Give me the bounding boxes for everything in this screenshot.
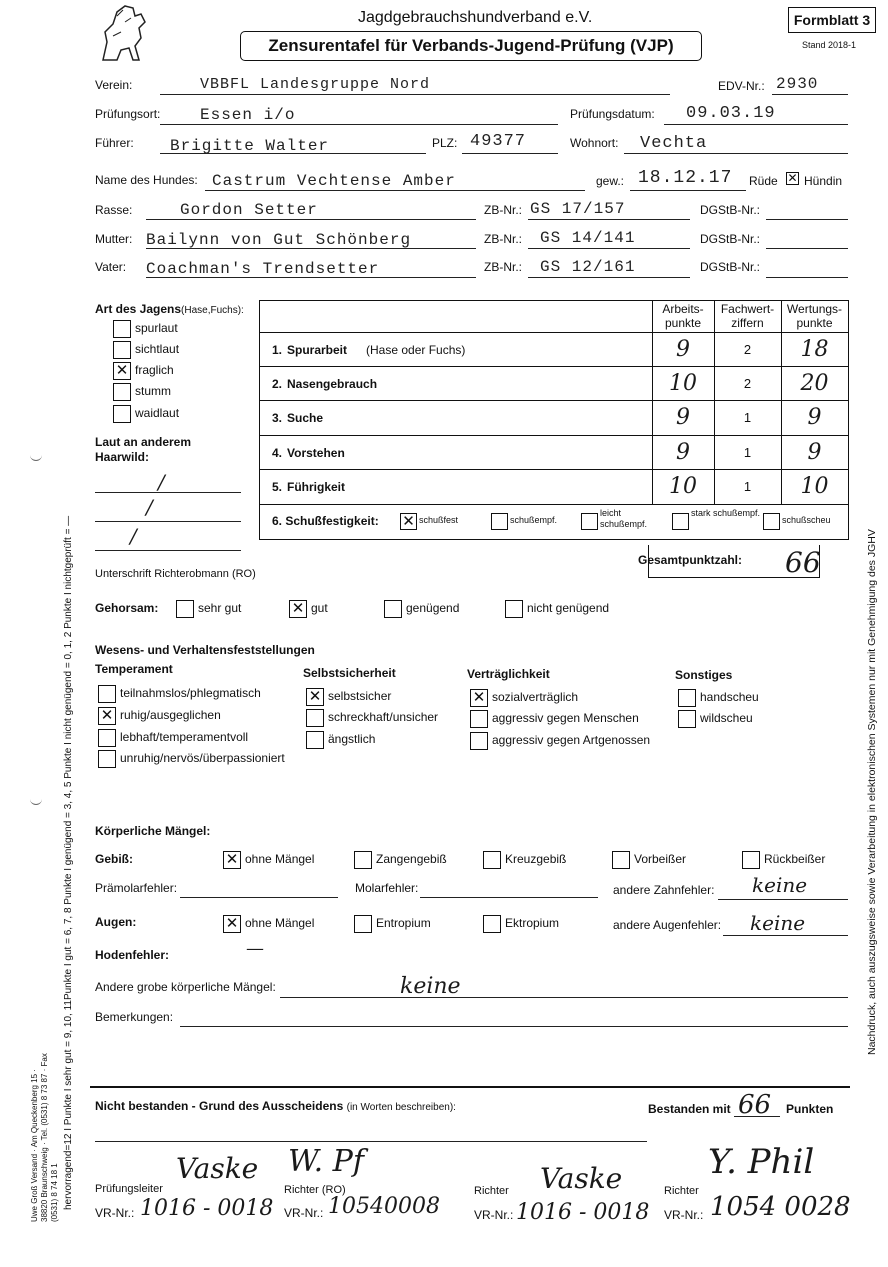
gebiss-vorbeißer-label: Vorbeißer	[634, 852, 687, 866]
rasse-label: Rasse:	[95, 203, 133, 217]
pruefungsleiter-label: Prüfungsleiter	[95, 1183, 163, 1195]
hoden-value[interactable]: —	[246, 938, 264, 959]
bestanden-value[interactable]: 66	[738, 1090, 772, 1120]
mutter-zb-label: ZB-Nr.:	[484, 232, 522, 246]
schuss-leicht-schußempf-checkbox[interactable]	[581, 513, 598, 530]
wertung-points[interactable]: 20	[800, 371, 829, 396]
col-fach: Fachwert- ziffern	[720, 302, 775, 330]
jagen-spurlaut-label: spurlaut	[135, 321, 178, 335]
fachwert: 1	[743, 410, 752, 425]
gehorsam-genügend-label: genügend	[406, 601, 460, 615]
temperament-teilnahmslos-phlegmatisch-checkbox[interactable]	[98, 685, 116, 703]
grade-row-num: 5.	[272, 480, 283, 494]
ort-value[interactable]: Essen i/o	[200, 106, 296, 124]
right-copyright-text: Nachdruck, auch auszugsweise sowie Verarbeitung in elektronischen Systemen nur mit Genehmigung des JGHV	[866, 529, 878, 1055]
laut-title: Laut an anderem	[95, 435, 192, 449]
wohnort-label: Wohnort:	[570, 136, 619, 150]
temperament-lebhaft-temperamentvoll-checkbox[interactable]	[98, 729, 116, 747]
gebiss-zangengebiß-checkbox[interactable]	[354, 851, 372, 869]
richter-label: Richter	[474, 1185, 509, 1197]
sig-pruefungsleiter: Vaske	[176, 1152, 259, 1185]
vr-value-1[interactable]: 1016 - 0018	[140, 1196, 274, 1221]
gebiss-ohne-mängel-checkbox[interactable]: ✕	[223, 851, 241, 869]
andere-value[interactable]: keine	[400, 974, 461, 999]
sig-richter-2: Y. Phil	[708, 1142, 815, 1182]
hoden-label: Hodenfehler:	[95, 948, 170, 962]
vertr-aggressiv-gegen-artgenossen-checkbox[interactable]	[470, 732, 488, 750]
gehorsam-sehr-gut-checkbox[interactable]	[176, 600, 194, 618]
vr-label-4: VR-Nr.:	[664, 1208, 704, 1222]
mutter-value[interactable]: Bailynn von Gut Schönberg	[146, 231, 412, 249]
edv-value[interactable]: 2930	[776, 75, 819, 93]
form-title: Zensurentafel für Verbands-Jugend-Prüfung (VJP)	[240, 31, 702, 61]
temperament-lebhaft-temperamentvoll-label: lebhaft/temperamentvoll	[120, 730, 249, 744]
wertung-points[interactable]: 18	[800, 337, 829, 362]
punch-mark-2	[30, 796, 42, 805]
sig-richter: Vaske	[540, 1162, 623, 1195]
verein-label: Verein:	[95, 78, 133, 92]
formblatt-box: Formblatt 3	[788, 7, 876, 33]
sig-richter-ro: W. Pf	[288, 1144, 364, 1179]
arbeit-points[interactable]: 10	[669, 371, 697, 396]
vr-value-2[interactable]: 10540008	[328, 1194, 440, 1219]
gehorsam-nicht-genügend-label: nicht genügend	[527, 601, 610, 615]
datum-label: Prüfungsdatum:	[570, 107, 655, 121]
gebiss-rückbeißer-checkbox[interactable]	[742, 851, 760, 869]
molar-label: Molarfehler:	[355, 881, 419, 895]
vertr-sozialverträglich-label: sozialverträglich	[492, 690, 579, 704]
punch-mark-1	[30, 452, 42, 461]
schuss-leicht-schußempf-label: leicht schußempf.	[600, 508, 648, 529]
gebiss-ohne-mängel-label: ohne Mängel	[245, 852, 315, 866]
augenfehler-value[interactable]: keine	[750, 911, 806, 935]
gebiss-rückbeißer-label: Rückbeißer	[764, 852, 826, 866]
schuss-schußscheu-label: schußscheu	[782, 515, 831, 525]
huendin-label: Hündin	[804, 174, 843, 188]
temperament-unruhig-nervös-überpassioniert-checkbox[interactable]	[98, 750, 116, 768]
gesamt-label: Gesamtpunktzahl:	[638, 553, 743, 567]
jagen-fraglich-label: fraglich	[135, 363, 174, 377]
jagen-spurlaut-checkbox[interactable]	[113, 320, 131, 338]
jghv-logo	[95, 2, 153, 64]
jagen-waidlaut-checkbox[interactable]	[113, 405, 131, 423]
schuss-schußempf-checkbox[interactable]	[491, 513, 508, 530]
nicht-bestanden-label: Nicht bestanden - Grund des Ausscheidens (in Worten beschreiben):	[95, 1099, 456, 1113]
selbst-selbstsicher-label: selbstsicher	[328, 689, 392, 703]
gehorsam-nicht-genügend-checkbox[interactable]	[505, 600, 523, 618]
richter-label-2: Richter	[664, 1185, 699, 1197]
gehorsam-sehr-gut-label: sehr gut	[198, 601, 242, 615]
wertung-points[interactable]: 10	[800, 474, 829, 499]
gebiss-kreuzgebiß-label: Kreuzgebiß	[505, 852, 567, 866]
schuss-schußscheu-checkbox[interactable]	[763, 513, 780, 530]
huendin-checkbox[interactable]: ✕	[787, 171, 798, 185]
bestanden-label: Bestanden mit	[648, 1102, 731, 1116]
grade-row-label: Suche	[287, 411, 324, 425]
vr-label-3: VR-Nr.:	[474, 1208, 514, 1222]
ruede-label: Rüde	[749, 174, 778, 188]
schuss-schußempf-label: schußempf.	[510, 515, 558, 525]
vater-dgstb-label: DGStB-Nr.:	[700, 260, 761, 274]
grade-row-label: Führigkeit	[287, 480, 346, 494]
edv-label: EDV-Nr.:	[718, 79, 765, 93]
rasse-value[interactable]: Gordon Setter	[180, 201, 318, 219]
grade-row-num: 4.	[272, 446, 283, 460]
arbeit-points[interactable]: 10	[669, 474, 697, 499]
selbst-ängstlich-label: ängstlich	[328, 732, 376, 746]
fachwert: 2	[743, 342, 752, 357]
jagen-sichtlaut-label: sichtlaut	[135, 342, 180, 356]
augen-ohne-mängel-checkbox[interactable]: ✕	[223, 915, 241, 933]
vr-label-2: VR-Nr.:	[284, 1206, 324, 1220]
schuss-schußfest-checkbox[interactable]: ✕	[400, 513, 417, 530]
wesen-title: Wesens- und Verhaltensfeststellungen	[95, 643, 315, 657]
plz-value[interactable]: 49377	[470, 132, 527, 151]
vater-zb-value[interactable]: GS 12/161	[540, 258, 636, 276]
grade-row-num: 3.	[272, 411, 283, 425]
rasse-dgstb-label: DGStB-Nr.:	[700, 203, 761, 217]
selbst-schreckhaft-unsicher-checkbox[interactable]	[306, 709, 324, 727]
gew-value[interactable]: 18.12.17	[638, 168, 733, 188]
sonst-title: Sonstiges	[675, 668, 733, 682]
laut-mark-1: /	[158, 470, 165, 494]
augenfehler-label: andere Augenfehler:	[613, 918, 722, 932]
gebiss-label: Gebiß:	[95, 852, 133, 866]
arbeit-points[interactable]: 9	[676, 337, 690, 362]
hund-label: Name des Hundes:	[95, 173, 198, 187]
temperament-teilnahmslos-phlegmatisch-label: teilnahmslos/phlegmatisch	[120, 686, 261, 700]
mutter-zb-value[interactable]: GS 14/141	[540, 229, 636, 247]
jagen-stumm-checkbox[interactable]	[113, 383, 131, 401]
verein-value[interactable]: VBBFL Landesgruppe Nord	[200, 76, 431, 93]
schuss-schußfest-label: schußfest	[419, 515, 459, 525]
vater-value[interactable]: Coachman's Trendsetter	[146, 260, 380, 278]
vater-label: Vater:	[95, 260, 127, 274]
left-address-text: Uwe Groß Versand · Am Queckenberg 15 · 38820 Braunschweig · Tel. (0531) 8 73 87 · Fax (0531) 8 74 18 1	[30, 1053, 59, 1222]
fuehrer-label: Führer:	[95, 136, 134, 150]
vertr-title: Verträglichkeit	[467, 667, 550, 681]
selbst-ängstlich-checkbox[interactable]	[306, 731, 324, 749]
jagen-waidlaut-label: waidlaut	[135, 406, 180, 420]
vater-zb-label: ZB-Nr.:	[484, 260, 522, 274]
sonst-handscheu-checkbox[interactable]	[678, 689, 696, 707]
rasse-zb-value[interactable]: GS 17/157	[530, 200, 626, 218]
grade-row-label: Nasengebrauch	[287, 377, 378, 391]
vr-value-3[interactable]: 1016 - 0018	[516, 1200, 650, 1225]
temperament-unruhig-nervös-überpassioniert-label: unruhig/nervös/überpassioniert	[120, 751, 285, 765]
richterobmann-label: Unterschrift Richterobmann (RO)	[95, 568, 256, 580]
augen-ektropium-checkbox[interactable]	[483, 915, 501, 933]
datum-value[interactable]: 09.03.19	[686, 104, 776, 123]
zahn-label: andere Zahnfehler:	[613, 883, 715, 897]
rasse-zb-label: ZB-Nr.:	[484, 203, 522, 217]
wohnort-value[interactable]: Vechta	[640, 134, 708, 153]
fuehrer-value[interactable]: Brigitte Walter	[170, 137, 330, 155]
vr-value-4[interactable]: 1054 0028	[710, 1192, 851, 1222]
gebiss-zangengebiß-label: Zangengebiß	[376, 852, 447, 866]
hund-value[interactable]: Castrum Vechtense Amber	[212, 172, 456, 190]
augen-ohne-mängel-label: ohne Mängel	[245, 916, 315, 930]
fachwert: 1	[743, 445, 752, 460]
vertr-aggressiv-gegen-artgenossen-label: aggressiv gegen Artgenossen	[492, 733, 651, 747]
vertr-aggressiv-gegen-menschen-label: aggressiv gegen Menschen	[492, 711, 639, 725]
gehorsam-gut-label: gut	[311, 601, 328, 615]
temperament-ruhig-ausgeglichen-label: ruhig/ausgeglichen	[120, 708, 221, 722]
gebiss-kreuzgebiß-checkbox[interactable]	[483, 851, 501, 869]
gehorsam-genügend-checkbox[interactable]	[384, 600, 402, 618]
augen-label: Augen:	[95, 915, 137, 929]
gehorsam-gut-checkbox[interactable]: ✕	[289, 600, 307, 618]
selbst-selbstsicher-checkbox[interactable]: ✕	[306, 688, 324, 706]
gesamt-value[interactable]: 66	[785, 546, 821, 579]
laut-mark-2: /	[146, 495, 153, 519]
jagen-sichtlaut-checkbox[interactable]	[113, 341, 131, 359]
vr-label-1: VR-Nr.:	[95, 1206, 135, 1220]
sonst-wildscheu-checkbox[interactable]	[678, 710, 696, 728]
vertr-sozialverträglich-checkbox[interactable]: ✕	[470, 689, 488, 707]
arbeit-points[interactable]: 9	[676, 440, 690, 465]
fachwert: 1	[743, 479, 752, 494]
gew-label: gew.:	[596, 174, 625, 188]
temperament-ruhig-ausgeglichen-checkbox[interactable]: ✕	[98, 707, 116, 725]
andere-label: Andere grobe körperliche Mängel:	[95, 980, 276, 994]
maengel-title: Körperliche Mängel:	[95, 824, 211, 838]
fachwert: 2	[743, 376, 752, 391]
org-name: Jagdgebrauchshundverband e.V.	[358, 9, 593, 26]
jagen-title: Art des Jagens(Hase,Fuchs):	[95, 302, 244, 316]
augen-ektropium-label: Ektropium	[505, 916, 560, 930]
temperament-title: Temperament	[95, 662, 173, 676]
sonst-wildscheu-label: wildscheu	[700, 711, 753, 725]
richter-ro-label: Richter (RO)	[284, 1184, 346, 1196]
ort-label: Prüfungsort:	[95, 107, 161, 121]
jagen-fraglich-checkbox[interactable]: ✕	[113, 362, 131, 380]
wertung-points[interactable]: 9	[807, 405, 822, 430]
augen-entropium-label: Entropium	[376, 916, 431, 930]
gebiss-vorbeißer-checkbox[interactable]	[612, 851, 630, 869]
grade-row-num: 2.	[272, 377, 283, 391]
schuss-stark-schußempf-checkbox[interactable]	[672, 513, 689, 530]
laut-title2: Haarwild:	[95, 450, 150, 464]
stand-label: Stand 2018-1	[802, 40, 857, 50]
left-scale-text: hervorragend=12 I Punkte I sehr gut = 9, 10, 11Punkte I gut = 6, 7, 8 Punkte I genügend = 3, 4, 5 Punkte I nicht genügend = 0, 1, 2 Punkte I nichtgeprüft = —	[63, 515, 74, 1210]
zahn-value[interactable]: keine	[752, 873, 808, 897]
augen-entropium-checkbox[interactable]	[354, 915, 372, 933]
mutter-label: Mutter:	[95, 232, 133, 246]
plz-label: PLZ:	[432, 136, 458, 150]
bemerkungen-label: Bemerkungen:	[95, 1010, 174, 1024]
bestanden-post: Punkten	[786, 1102, 834, 1116]
grade-row-label: Spurarbeit	[287, 343, 348, 357]
laut-mark-3: /	[130, 524, 137, 548]
col-wert: Wertungs- punkte	[786, 302, 843, 330]
grade-row-num: 1.	[272, 343, 283, 357]
gehorsam-label: Gehorsam:	[95, 601, 159, 615]
selbst-title: Selbstsicherheit	[303, 666, 396, 680]
grade-row-extra: (Hase oder Fuchs)	[366, 343, 466, 357]
jagen-stumm-label: stumm	[135, 384, 171, 398]
mutter-dgstb-label: DGStB-Nr.:	[700, 232, 761, 246]
schuss-stark-schußempf-label: stark schußempf.	[691, 508, 761, 518]
sonst-handscheu-label: handscheu	[700, 690, 759, 704]
grade-row-label: Vorstehen	[287, 446, 345, 460]
schuss-label: 6. Schußfestigkeit:	[272, 514, 379, 528]
selbst-schreckhaft-unsicher-label: schreckhaft/unsicher	[328, 710, 439, 724]
praemolar-label: Prämolarfehler:	[95, 881, 178, 895]
arbeit-points[interactable]: 9	[676, 405, 690, 430]
vertr-aggressiv-gegen-menschen-checkbox[interactable]	[470, 710, 488, 728]
col-arbeit: Arbeits- punkte	[662, 302, 704, 330]
wertung-points[interactable]: 9	[807, 440, 822, 465]
